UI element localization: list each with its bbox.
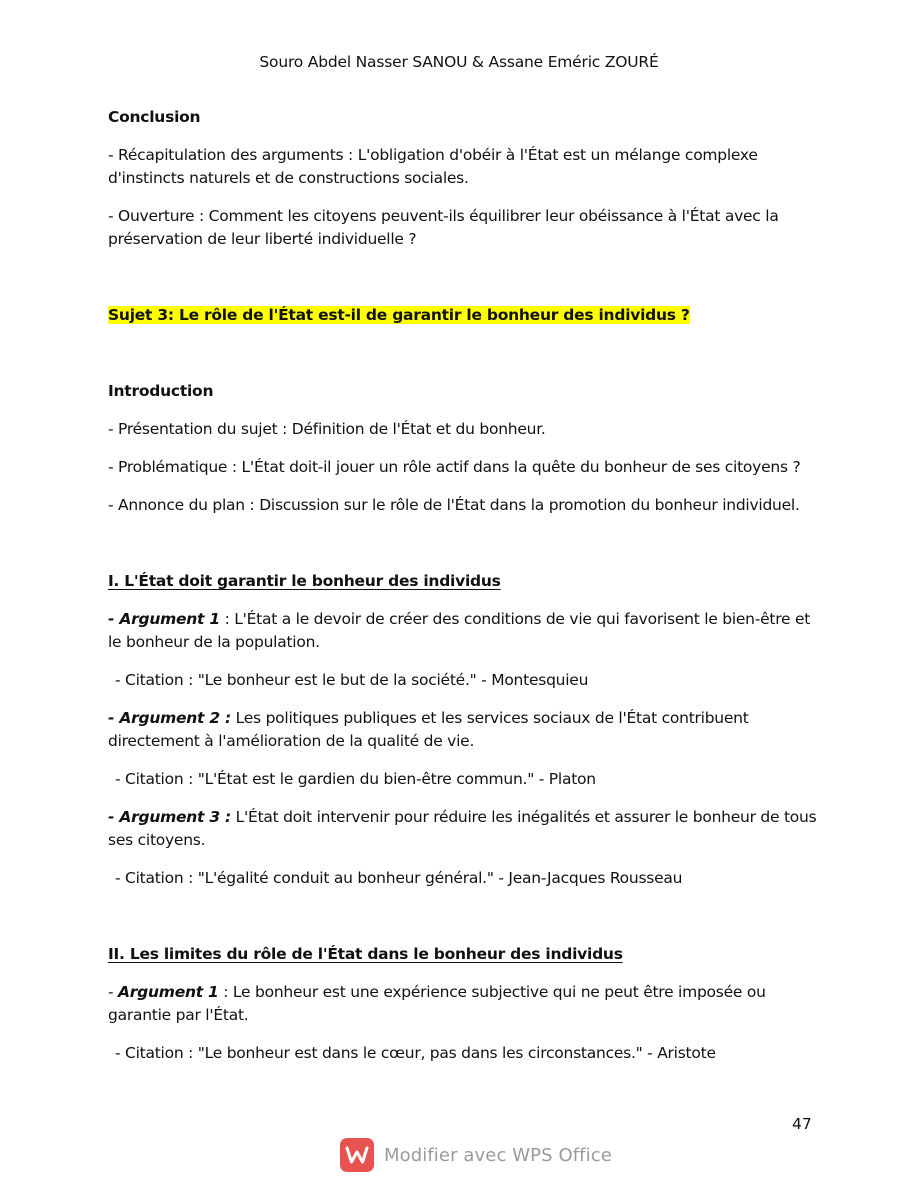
part1-heading: I. L'État doit garantir le bonheur des individus (108, 572, 501, 590)
wps-office-logo-icon (340, 1138, 374, 1172)
sujet-title: Sujet 3: Le rôle de l'État est-il de garantir le bonheur des individus ? (108, 306, 690, 324)
part2-arg1-label: Argument 1 (118, 983, 219, 1001)
introduction-presentation: - Présentation du sujet : Définition de l'État et du bonheur. (108, 420, 546, 438)
part1-argument-1 (108, 608, 818, 654)
wps-edit-label: Modifier avec WPS Office (384, 1144, 612, 1166)
part2-heading: II. Les limites du rôle de l'État dans le bonheur des individus (108, 945, 623, 963)
part1-argument-2 (108, 707, 818, 753)
part2-arg1-text: : Le bonheur est une expérience subjective qui ne peut être imposée ou garantie par l'État. (108, 983, 766, 1024)
introduction-heading: Introduction (108, 382, 214, 400)
part2-arg1-prefix: - (108, 983, 119, 1001)
part2-argument-1 (108, 981, 818, 1027)
sujet-title-paragraph (108, 304, 818, 327)
page-number: 47 (792, 1115, 812, 1133)
conclusion-heading: Conclusion (108, 108, 201, 126)
conclusion-recap: - Récapitulation des arguments : L'obligation d'obéir à l'État est un mélange complexe d'instincts naturels et de constructions sociales. (108, 146, 758, 187)
part2-citation-1: - Citation : "Le bonheur est dans le cœur, pas dans les circonstances." - Aristote (115, 1044, 716, 1062)
part1-arg1-label: - Argument 1 (108, 610, 220, 628)
part1-arg3-label: - Argument 3 : (108, 808, 231, 826)
introduction-annonce: - Annonce du plan : Discussion sur le rôle de l'État dans la promotion du bonheur individuel. (108, 496, 800, 514)
part1-arg1-text: : L'État a le devoir de créer des conditions de vie qui favorisent le bien-être et le bonheur de la population. (108, 610, 811, 651)
introduction-problematique: - Problématique : L'État doit-il jouer un rôle actif dans la quête du bonheur de ses citoyens ? (108, 458, 801, 476)
part1-arg2-text: Les politiques publiques et les services sociaux de l'État contribuent directement à l'amélioration de la qualité de vie. (108, 709, 749, 750)
part1-citation-2: - Citation : "L'État est le gardien du bien-être commun." - Platon (115, 770, 596, 788)
wps-edit-badge[interactable] (340, 1138, 612, 1172)
document-body (108, 106, 818, 1080)
part1-arg3-text: L'État doit intervenir pour réduire les inégalités et assurer le bonheur de tous ses citoyens. (108, 808, 817, 849)
part1-citation-3: - Citation : "L'égalité conduit au bonheur général." - Jean-Jacques Rousseau (115, 869, 683, 887)
conclusion-opening: - Ouverture : Comment les citoyens peuvent-ils équilibrer leur obéissance à l'État avec la préservation de leur liberté individuelle ? (108, 207, 779, 248)
part1-argument-3 (108, 806, 818, 852)
part1-citation-1: - Citation : "Le bonheur est le but de la société." - Montesquieu (115, 671, 589, 689)
part1-arg2-label: - Argument 2 : (108, 709, 231, 727)
page-header-authors: Souro Abdel Nasser SANOU & Assane Eméric ZOURÉ (259, 53, 659, 71)
